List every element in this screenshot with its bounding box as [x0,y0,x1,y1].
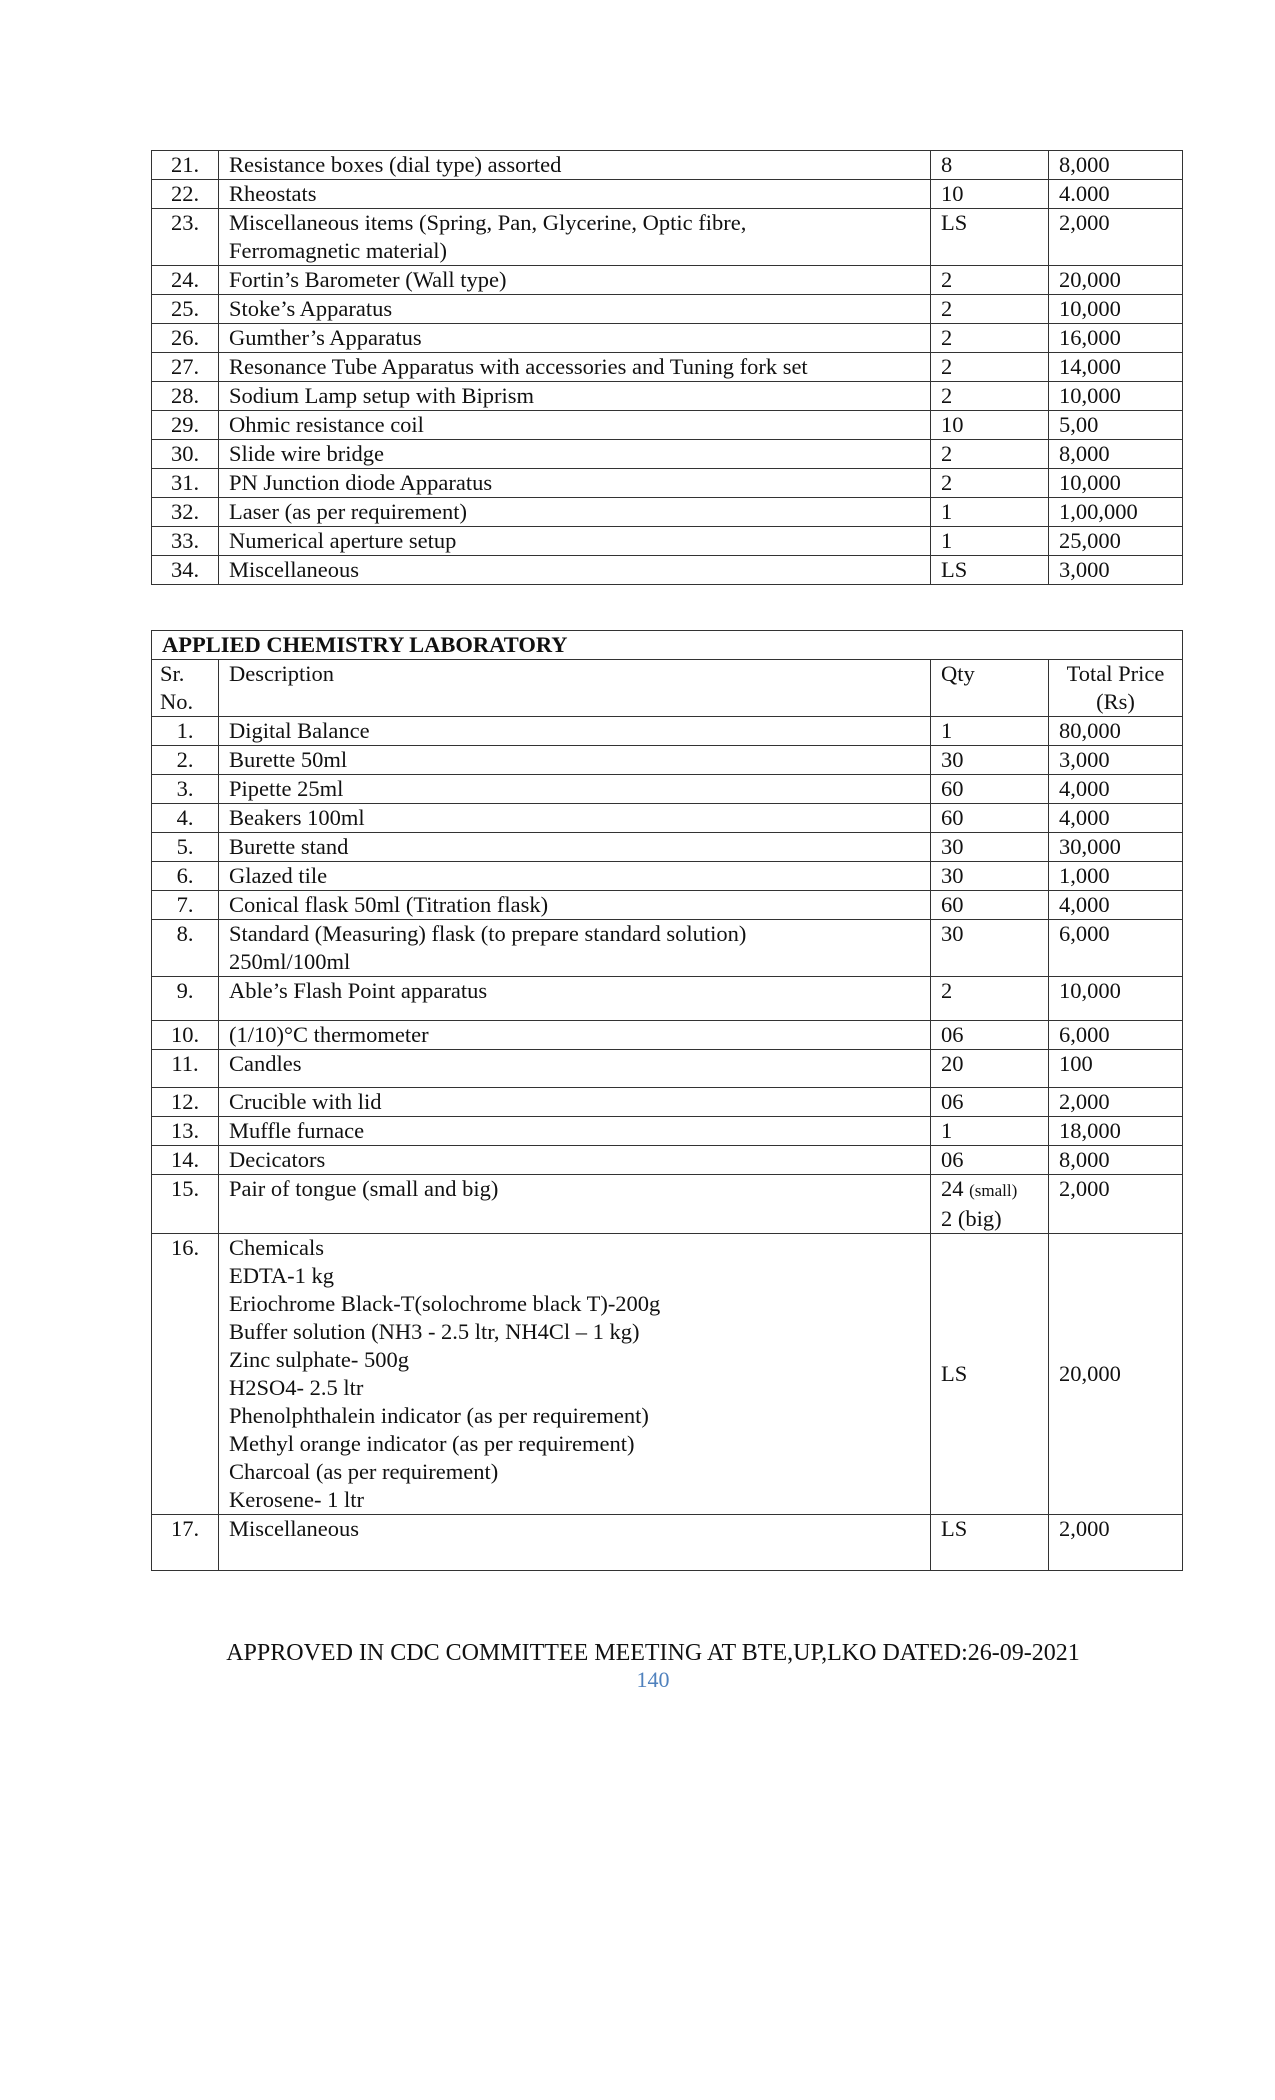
row-total-price: 14,000 [1049,353,1183,382]
row-description: Stoke’s Apparatus [219,295,931,324]
row-qty: 2 [931,440,1049,469]
header-sr-no: Sr. No. [152,660,219,717]
row-description: Gumther’s Apparatus [219,324,931,353]
row-description: Conical flask 50ml (Titration flask) [219,891,931,920]
row-description: Able’s Flash Point apparatus [219,977,931,1021]
row-description: Standard (Measuring) flask (to prepare standard solution) 250ml/100ml [219,920,931,977]
row-total-price: 100 [1049,1050,1183,1088]
row-sr-no: 7. [152,891,219,920]
row-sr-no: 12. [152,1088,219,1117]
row-sr-no: 2. [152,746,219,775]
row-qty: 06 [931,1146,1049,1175]
table-row [152,920,1183,977]
row-qty: 60 [931,891,1049,920]
table-row [152,977,1183,1021]
row-qty: 06 [931,1021,1049,1050]
row-description: Candles [219,1050,931,1088]
row-qty: 2 [931,977,1049,1021]
row-total-price: 20,000 [1049,1234,1183,1515]
page-number: 140 [636,1667,670,1692]
row-description: Resonance Tube Apparatus with accessories and Tuning fork set [219,353,931,382]
row-description: Pipette 25ml [219,775,931,804]
row-sr-no: 8. [152,920,219,977]
row-total-price: 2,000 [1049,1515,1183,1571]
table-row [152,527,1183,556]
row-description: Burette 50ml [219,746,931,775]
row-sr-no: 25. [152,295,219,324]
row-sr-no: 34. [152,556,219,585]
row-qty: LS [931,1515,1049,1571]
table-row [152,1050,1183,1088]
row-total-price: 10,000 [1049,295,1183,324]
row-total-price: 3,000 [1049,746,1183,775]
row-total-price: 1,000 [1049,862,1183,891]
row-qty: 30 [931,833,1049,862]
row-description: Crucible with lid [219,1088,931,1117]
row-qty: 30 [931,920,1049,977]
row-total-price: 16,000 [1049,324,1183,353]
row-total-price: 10,000 [1049,382,1183,411]
row-qty: 1 [931,527,1049,556]
row-sr-no: 24. [152,266,219,295]
table-row [152,151,1183,180]
row-sr-no: 28. [152,382,219,411]
row-total-price: 1,00,000 [1049,498,1183,527]
row-total-price: 80,000 [1049,717,1183,746]
header-description: Description [219,660,931,717]
table-row [152,266,1183,295]
qty-big-value: 2 (big) [941,1206,1002,1231]
row-description: Decicators [219,1146,931,1175]
row-sr-no: 15. [152,1175,219,1234]
row-sr-no: 31. [152,469,219,498]
table-row [152,469,1183,498]
row-description: (1/10)°C thermometer [219,1021,931,1050]
table-row [152,1117,1183,1146]
row-description: Miscellaneous [219,556,931,585]
row-qty: 60 [931,775,1049,804]
row-qty: 60 [931,804,1049,833]
row-total-price: 4,000 [1049,891,1183,920]
table-row [152,746,1183,775]
row-description: Sodium Lamp setup with Biprism [219,382,931,411]
row-sr-no: 27. [152,353,219,382]
row-sr-no: 13. [152,1117,219,1146]
row-qty: 2 [931,266,1049,295]
row-qty: LS [931,556,1049,585]
table-row [152,862,1183,891]
table-row [152,382,1183,411]
table-row [152,775,1183,804]
table-row [152,324,1183,353]
row-total-price: 2,000 [1049,209,1183,266]
row-qty: 20 [931,1050,1049,1088]
row-total-price: 4.000 [1049,180,1183,209]
row-sr-no: 32. [152,498,219,527]
table-row [152,440,1183,469]
table-row [152,1088,1183,1117]
row-qty: 1 [931,1117,1049,1146]
row-total-price: 2,000 [1049,1175,1183,1234]
physics-equipment-table [151,150,1183,585]
row-qty: 1 [931,498,1049,527]
row-description: Digital Balance [219,717,931,746]
table-row [152,180,1183,209]
row-total-price: 6,000 [1049,1021,1183,1050]
row-total-price: 6,000 [1049,920,1183,977]
row-total-price: 10,000 [1049,469,1183,498]
row-total-price: 5,00 [1049,411,1183,440]
row-qty: 2 [931,353,1049,382]
table-row [152,498,1183,527]
row-sr-no: 3. [152,775,219,804]
row-total-price: 25,000 [1049,527,1183,556]
row-qty: 8 [931,151,1049,180]
header-row [152,660,1183,717]
row-qty: 2 [931,295,1049,324]
table-row [152,1175,1183,1234]
table-row [152,717,1183,746]
row-qty: 2 [931,469,1049,498]
table-row [152,295,1183,324]
row-description: Chemicals EDTA-1 kg Eriochrome Black-T(solochrome black T)-200g Buffer solution (NH3 - 2.5 ltr, NH4Cl – 1 kg) Zinc sulphate- 500g H2SO4- 2.5 ltr Phenolphthalein indicator (as per requirement) Methyl orange indicator (as per requirement) Charcoal (as per requirement) Kerosene- 1 ltr [219,1234,931,1515]
row-sr-no: 29. [152,411,219,440]
table-row [152,353,1183,382]
row-sr-no: 33. [152,527,219,556]
row-sr-no: 4. [152,804,219,833]
row-qty: 2 [931,382,1049,411]
section-title: APPLIED CHEMISTRY LABORATORY [152,631,1183,660]
row-description: Laser (as per requirement) [219,498,931,527]
row-description: Ohmic resistance coil [219,411,931,440]
row-sr-no: 5. [152,833,219,862]
table-row [152,209,1183,266]
row-sr-no: 14. [152,1146,219,1175]
row-sr-no: 21. [152,151,219,180]
row-qty: 30 [931,862,1049,891]
row-sr-no: 9. [152,977,219,1021]
table-row [152,1515,1183,1571]
row-sr-no: 17. [152,1515,219,1571]
row-qty: 06 [931,1088,1049,1117]
row-qty: 1 [931,717,1049,746]
row-description: Muffle furnace [219,1117,931,1146]
row-total-price: 10,000 [1049,977,1183,1021]
chemistry-equipment-table [151,630,1183,1571]
table-row [152,1234,1183,1515]
row-total-price: 8,000 [1049,151,1183,180]
qty-small-value: 24 [941,1176,964,1201]
row-description: PN Junction diode Apparatus [219,469,931,498]
row-sr-no: 11. [152,1050,219,1088]
row-sr-no: 1. [152,717,219,746]
approval-footer: APPROVED IN CDC COMMITTEE MEETING AT BTE,UP,LKO DATED:26-09-2021 [226,1640,1080,1666]
row-qty: 10 [931,180,1049,209]
row-total-price: 2,000 [1049,1088,1183,1117]
table-row [152,833,1183,862]
row-description: Miscellaneous items (Spring, Pan, Glycerine, Optic fibre, Ferromagnetic material) [219,209,931,266]
row-total-price: 4,000 [1049,775,1183,804]
row-total-price: 8,000 [1049,440,1183,469]
section-title-row [152,631,1183,660]
row-sr-no: 23. [152,209,219,266]
row-description: Numerical aperture setup [219,527,931,556]
row-total-price: 20,000 [1049,266,1183,295]
row-description: Beakers 100ml [219,804,931,833]
table-row [152,556,1183,585]
qty-small-note: (small) [969,1181,1018,1200]
row-sr-no: 26. [152,324,219,353]
table-row [152,891,1183,920]
row-description: Resistance boxes (dial type) assorted [219,151,931,180]
row-description: Slide wire bridge [219,440,931,469]
table-row [152,1146,1183,1175]
row-qty [931,1175,1049,1234]
row-qty: 10 [931,411,1049,440]
row-qty: LS [931,1234,1049,1515]
table-row [152,1021,1183,1050]
row-description: Pair of tongue (small and big) [219,1175,931,1234]
table-row [152,411,1183,440]
row-qty: LS [931,209,1049,266]
row-description: Glazed tile [219,862,931,891]
row-sr-no: 10. [152,1021,219,1050]
table-row [152,804,1183,833]
row-sr-no: 30. [152,440,219,469]
row-description: Miscellaneous [219,1515,931,1571]
row-sr-no: 16. [152,1234,219,1515]
header-total-price: Total Price (Rs) [1049,660,1183,717]
row-sr-no: 22. [152,180,219,209]
row-description: Fortin’s Barometer (Wall type) [219,266,931,295]
row-sr-no: 6. [152,862,219,891]
row-description: Rheostats [219,180,931,209]
row-qty: 30 [931,746,1049,775]
row-total-price: 4,000 [1049,804,1183,833]
row-qty: 2 [931,324,1049,353]
row-total-price: 18,000 [1049,1117,1183,1146]
row-description: Burette stand [219,833,931,862]
row-total-price: 3,000 [1049,556,1183,585]
header-qty: Qty [931,660,1049,717]
row-total-price: 30,000 [1049,833,1183,862]
row-total-price: 8,000 [1049,1146,1183,1175]
